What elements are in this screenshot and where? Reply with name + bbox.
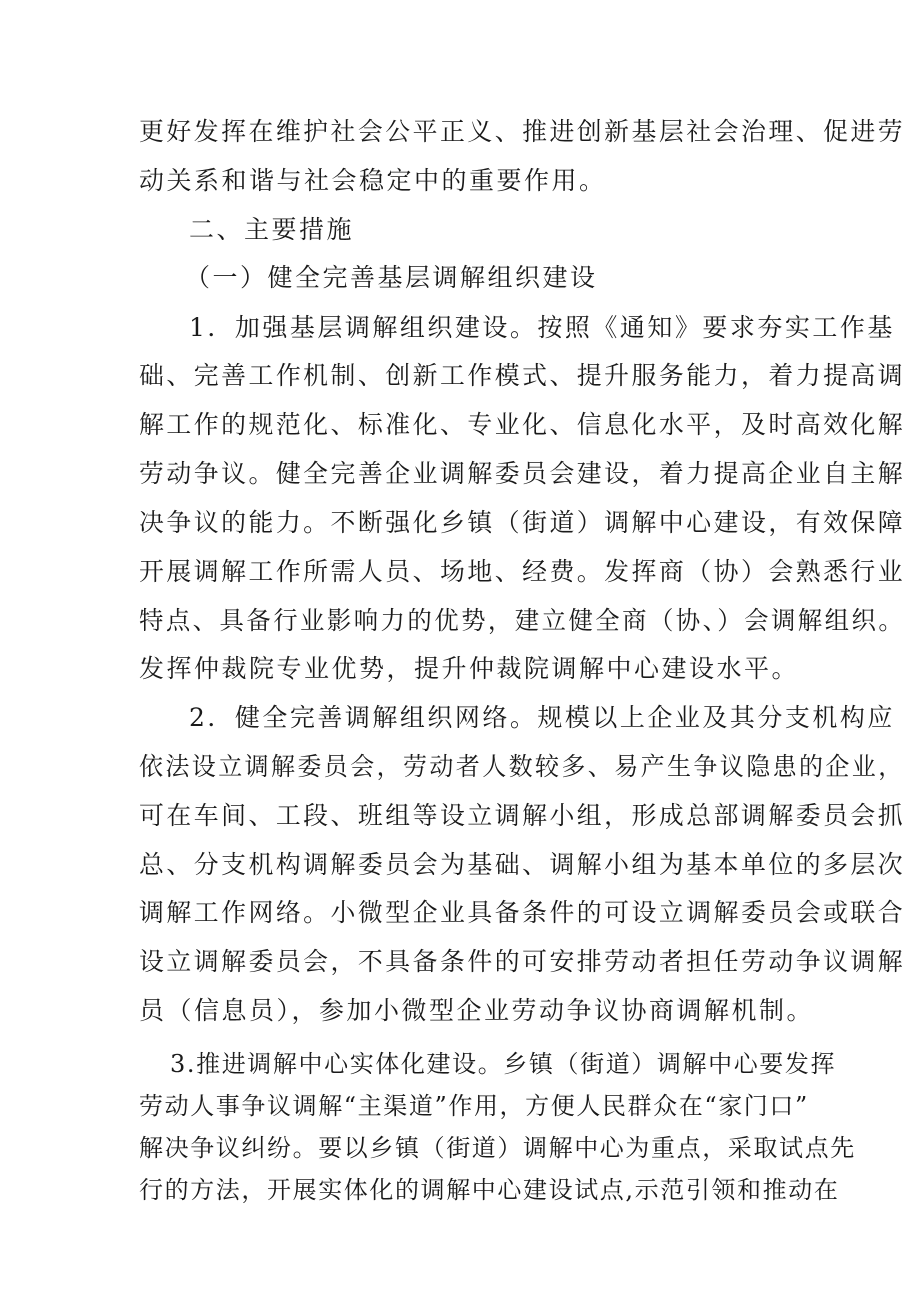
- text-line: 1．加强基层调解组织建设。按照《通知》要求夯实工作基: [189, 313, 895, 342]
- text-line: 劳动争议。健全完善企业调解委员会建设，着力提高企业自主解: [139, 459, 906, 488]
- text-line: 础、完善工作机制、创新工作模式、提升服务能力，着力提高调: [139, 361, 906, 390]
- text-line: 特点、具备行业影响力的优势，建立健全商（协、）会调解组织。: [139, 606, 906, 635]
- text-line: 可在车间、工段、班组等设立调解小组，形成总部调解委员会抓: [139, 801, 906, 830]
- text-line: 总、分支机构调解委员会为基础、调解小组为基本单位的多层次: [139, 850, 906, 879]
- text-line: 解工作的规范化、标准化、专业化、信息化水平，及时高效化解: [139, 410, 906, 439]
- subsection-heading: （一）健全完善基层调解组织建设: [185, 263, 598, 292]
- text-line: 调解工作网络。小微型企业具备条件的可设立调解委员会或联合: [139, 898, 906, 927]
- text-line: 发挥仲裁院专业优势，提升仲裁院调解中心建设水平。: [139, 654, 800, 683]
- text-line: 动关系和谐与社会稳定中的重要作用。: [139, 166, 607, 195]
- section-heading: 二、主要措施: [189, 215, 355, 244]
- text-line: 劳动人事争议调解“主渠道”作用，方便人民群众在“家门口”: [139, 1092, 809, 1120]
- text-line: 解决争议纠纷。要以乡镇（街道）调解中心为重点，采取试点先: [139, 1134, 856, 1162]
- text-line: 决争议的能力。不断强化乡镇（街道）调解中心建设，有效保障: [139, 508, 906, 537]
- text-line: 更好发挥在维护社会公平正义、推进创新基层社会治理、促进劳: [139, 117, 906, 146]
- text-line: 2．健全完善调解组织网络。规模以上企业及其分支机构应: [189, 703, 895, 732]
- text-line: 行的方法，开展实体化的调解中心建设试点,示范引领和推动在: [139, 1176, 840, 1204]
- text-line: 3.推进调解中心实体化建设。乡镇（街道）调解中心要发挥: [170, 1050, 837, 1078]
- text-line: 设立调解委员会，不具备条件的可安排劳动者担任劳动争议调解: [139, 947, 906, 976]
- text-line: 开展调解工作所需人员、场地、经费。发挥商（协）会熟悉行业: [139, 557, 906, 586]
- text-line: 依法设立调解委员会，劳动者人数较多、易产生争议隐患的企业，: [139, 752, 905, 781]
- text-line: 员（信息员），参加小微型企业劳动争议协商调解机制。: [139, 996, 815, 1025]
